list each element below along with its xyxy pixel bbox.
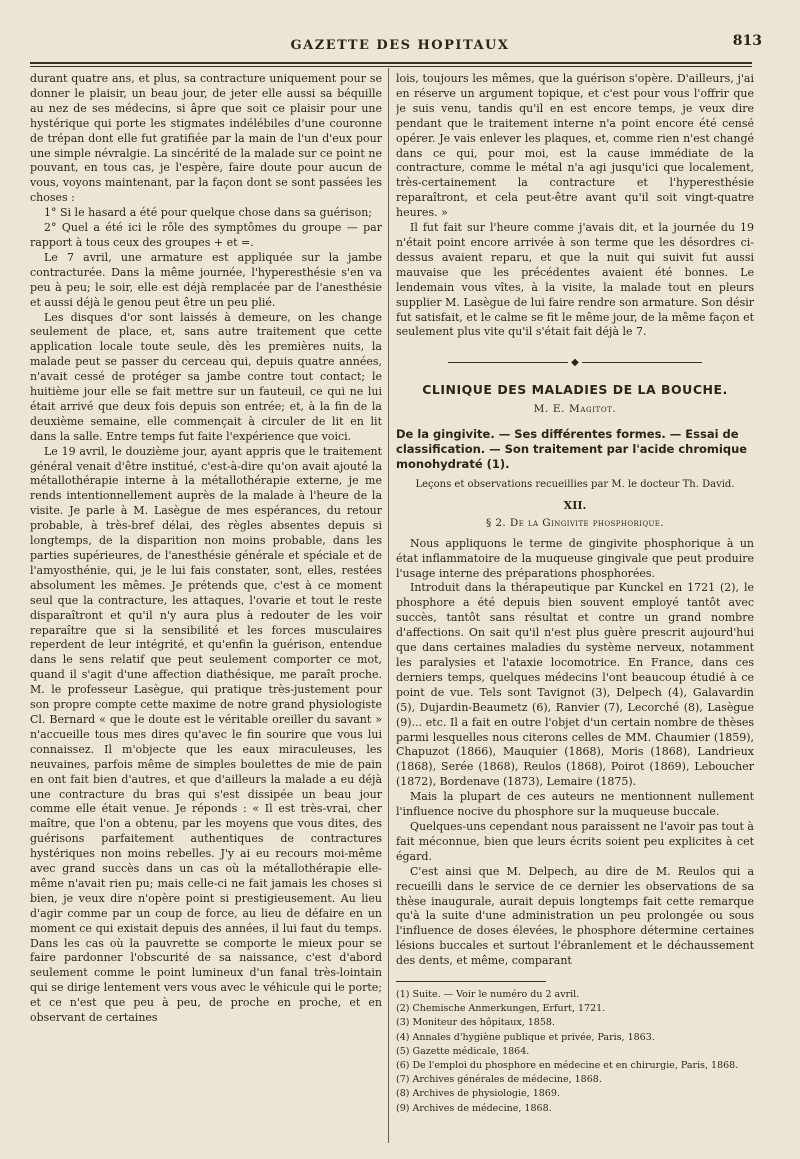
- paragraph: Il fut fait sur l'heure comme j'avais dit, et la journée du 19 n'était point encore arrivée à son terme que les désordres ci-dessus avaient reparu, et que la nuit qui suivit fut aussi mauvaise que les précédentes avaient été bonnes. Le lendemain vous vîtes, à la visite, la malade tout en pleurs supplier M. Lasègue de lui faire rendre son armature. Son désir fut satisfait, et le calme se fit le même jour, de la même façon et seulement plus vite qu'il s'était fait déjà le 7.: [396, 221, 754, 339]
- footnote: (7) Archives générales de médecine, 1868.: [396, 1074, 602, 1086]
- footnote: (8) Archives de physiologie, 1869.: [396, 1088, 560, 1100]
- footnotes: [396, 988, 754, 1116]
- footnote: (2) Chemische Anmerkungen, Erfurt, 1721.: [396, 1003, 606, 1015]
- paragraph: 2° Quel a été ici le rôle des symptômes du groupe — par rapport à tous ceux des groupes + et =.: [30, 221, 382, 249]
- subsection-title: § 2. De la Gingivite phosphorique.: [485, 516, 665, 529]
- paragraph: Les disques d'or sont laissés à demeure, on les change seulement de place, et, sans autre traitement que cette application locale toute seule, dès les premières nuits, la malade peut se passer du cerceau qui, depuis quatre années, n'avait cessé de protéger sa jambe contre tout contact; le huitième jour elle se fait mettre sur un fauteuil, ce qui ne lui était arrivé que deux fois depuis son entrée; et, à la fin de la deuxième semaine, elle commençait à circuler de lit en lit dans la salle. Entre temps fut faite l'expérience que voici.: [30, 310, 382, 443]
- footnote: (4) Annales d'hygiène publique et privée, Paris, 1863.: [396, 1031, 655, 1043]
- paragraph: Nous appliquons le terme de gingivite phosphorique à un état inflammatoire de la muqueuse gingivale que peut produire l'usage interne des préparations phosphorées.: [396, 536, 754, 580]
- footnote: (3) Moniteur des hôpitaux, 1858.: [396, 1017, 555, 1029]
- paragraph: C'est ainsi que M. Delpech, au dire de M. Reulos qui a recueilli dans le service de ce dernier les observations de sa thèse inaugurale, aurait depuis longtemps fait cette remarque qu'à la suite d'une administration un peu prolongée ou sous l'influence de doses élevées, le phosphore détermine certaines lésions buccales et surtout l'ébranlement et le déchaussement des dents, et même, comparant: [396, 864, 754, 968]
- section-title: CLINIQUE DES MALADIES DE LA BOUCHE.: [422, 382, 728, 398]
- footnote: (6) De l'emploi du phosphore en médecine et en chirurgie, Paris, 1868.: [396, 1060, 739, 1072]
- footnote: (9) Archives de médecine, 1868.: [396, 1102, 552, 1114]
- footnote: (1) Suite. — Voir le numéro du 2 avril.: [396, 989, 580, 1001]
- paragraph: Le 19 avril, le douzième jour, ayant appris que le traitement général venait d'être institué, c'est-à-dire qu'on avait ajouté la métallothérapie interne à la métallothérapie externe, je me rends intentionnellement auprès de la malade à l'heure de la visite. Je parle à M. Lasègue de mes espérances, du retour probable, à très-bref délai, des règles absentes depuis si longtemps, de la disparition non moins probable, dans les parties supérieures, de l'anesthésie générale et spéciale et de l'amyosthénie, qui, je le lui fais constater, sont, elles, restées absolument les mêmes. Je prétends que, c'est à ce moment seul que la contracture, les attaques, l'ovarie et tout le reste disparaîtront et qu'il n'y aura plus à redouter de les voir reparaître que si la sensibilité et les forces musculaires reperdent de leur intégrité, et qu'enfin la guérison, entendue dans le sens relatif que peut seulement comporter ce mot, quand il s'agit d'une affection diathésique, me paraît proche. M. le professeur Lasègue, qui pratique très-justement pour son propre compte cette maxime de notre grand physiologiste Cl. Bernard « que le doute est le véritable oreiller du savant » n'accueille tous mes dires qu'avec le fin sourire que vous lui connaissez. Il m'objecte que les eaux miraculeuses, les neuvaines, parfois même de simples boulettes de mie de pain en ont fait bien d'autres, et que d'ailleurs la malade a eu déjà une contracture du bras qui s'est dissipée un beau jour comme elle était venue. Je réponds : « Il est très-vrai, cher maître, que l'on a obtenu, par les moyens que vous dites, des guérisons parfaitement authentiques de contractures hystériques non moins rebelles. J'y ai eu recours moi-même avec grand succès dans un cas où la métallothérapie elle-même n'avait rien pu; mais celle-ci ne fait jamais les choses si bien, je veux dire n'opère point si prestigieusement. Au lieu d'agir comme par un coup de force, au lieu de défaire en un moment ce qui existait depuis des années, il lui faut du temps. Dans les cas où la pauvrette se comporte le mieux pour se faire pardonner l'obscurité de sa naissance, c'est d'abord seulement comme le point lumineux d'un fanal très-lointain qui se dirige lentement vers vous avec le véhicule qui le porte; et ce n'est que peu à peu, de proche en proche, et en observant de certaines: [30, 444, 382, 1025]
- section-author: M. E. Magitot.: [533, 403, 617, 416]
- paragraph: Mais la plupart de ces auteurs ne mentionnent nullement l'influence nocive du phosphore sur la muqueuse buccale.: [396, 790, 754, 819]
- footnote: (5) Gazette médicale, 1864.: [396, 1045, 530, 1057]
- paragraph: Introduit dans la thérapeutique par Kunckel en 1721 (2), le phosphore a été depuis bien souvent employé tantôt avec succès, tantôt sans résultat et contre un grand nombre d'affections. On sait qu'il n'est plus guère prescrit aujourd'hui que dans certaines maladies du système nerveux, notamment les paralysies et l'ataxie locomotrice. En France, dans ces derniers temps, quelques médecins l'ont beaucoup étudié à ce point de vue. Tels sont Tavignot (3), Delpech (4), Galavardin (5), Dujardin-Beaumetz (6), Ranvier (7), Lecorché (8), Lasègue (9)... etc. Il a fait en outre l'objet d'un certain nombre de thèses parmi lesquelles nous citerons celles de MM. Chaumier (1859), Chapuzot (1866), Mauquier (1868), Moris (1868), Landrieux (1868), Serée (1868), Reulos (1868), Poirot (1869), Leboucher (1872), Bordenave (1873), Lemaire (1875).: [396, 581, 754, 789]
- paragraph: 1° Si le hasard a été pour quelque chose dans sa guérison;: [44, 206, 373, 220]
- lecture-number: XII.: [563, 498, 587, 512]
- header-rule: [30, 62, 752, 67]
- page-header: [30, 30, 770, 60]
- footnote-rule: [396, 981, 546, 982]
- paragraph: Le 7 avril, une armature est appliquée sur la jambe contracturée. Dans la même journée, l'hyperesthésie s'en va peu à peu; le soir, elle est déjà remplacée par de l'anesthésie et aussi déjà le genou peut être un peu plié.: [30, 250, 382, 309]
- column-divider: [388, 68, 389, 1143]
- paragraph: durant quatre ans, et plus, sa contracture uniquement pour se donner le plaisir, un beau jour, de jeter elle aussi sa béquille au nez de ses médecins, si âpre que soit ce plaisir pour une hystérique qui porte les stigmates indélébiles d'une couronne de trépan dont elle fut gratifiée par la main de l'un d'eux pour une simple névralgie. La sincérité de la malade sur ce point ne pouvant, en tous cas, je l'espère, faire doute pour aucun de vous, voyons maintenant, par la façon dont se sont passées les choses :: [30, 72, 382, 205]
- left-column: [30, 72, 382, 1152]
- paragraph: Quelques-uns cependant nous paraissent ne l'avoir pas tout à fait méconnue, bien que leurs écrits soient peu explicites à cet égard.: [396, 819, 754, 863]
- paragraph: lois, toujours les mêmes, que la guérison s'opère. D'ailleurs, j'ai en réserve un argument topique, et c'est pour vous l'offrir que je suis venu, tandis qu'il en est encore temps, je veux dire pendant que le traitement interne n'a point encore été censé opérer. Je vais enlever les plaques, et, comme rien n'est changé dans ce qui, pour moi, est la cause immédiate de la contracture, comme le métal n'a agi jusqu'ici que localement, très-certainement la contracture et l'hyperesthésie reparaîtront, et cela peut-être avant qu'il soit vingt-quatre heures. »: [396, 72, 754, 220]
- article-subtitle: Leçons et observations recueillies par M. le docteur Th. David.: [415, 479, 735, 491]
- journal-title: GAZETTE DES HOPITAUX: [290, 38, 510, 53]
- section-ornament: ◆: [396, 356, 754, 371]
- page-number: 813: [732, 33, 762, 49]
- right-column: [396, 72, 754, 1152]
- article-title: De la gingivite. — Ses différentes formes. — Essai de classification. — Son traitement par l'acide chromique monohydraté (1).: [396, 427, 748, 472]
